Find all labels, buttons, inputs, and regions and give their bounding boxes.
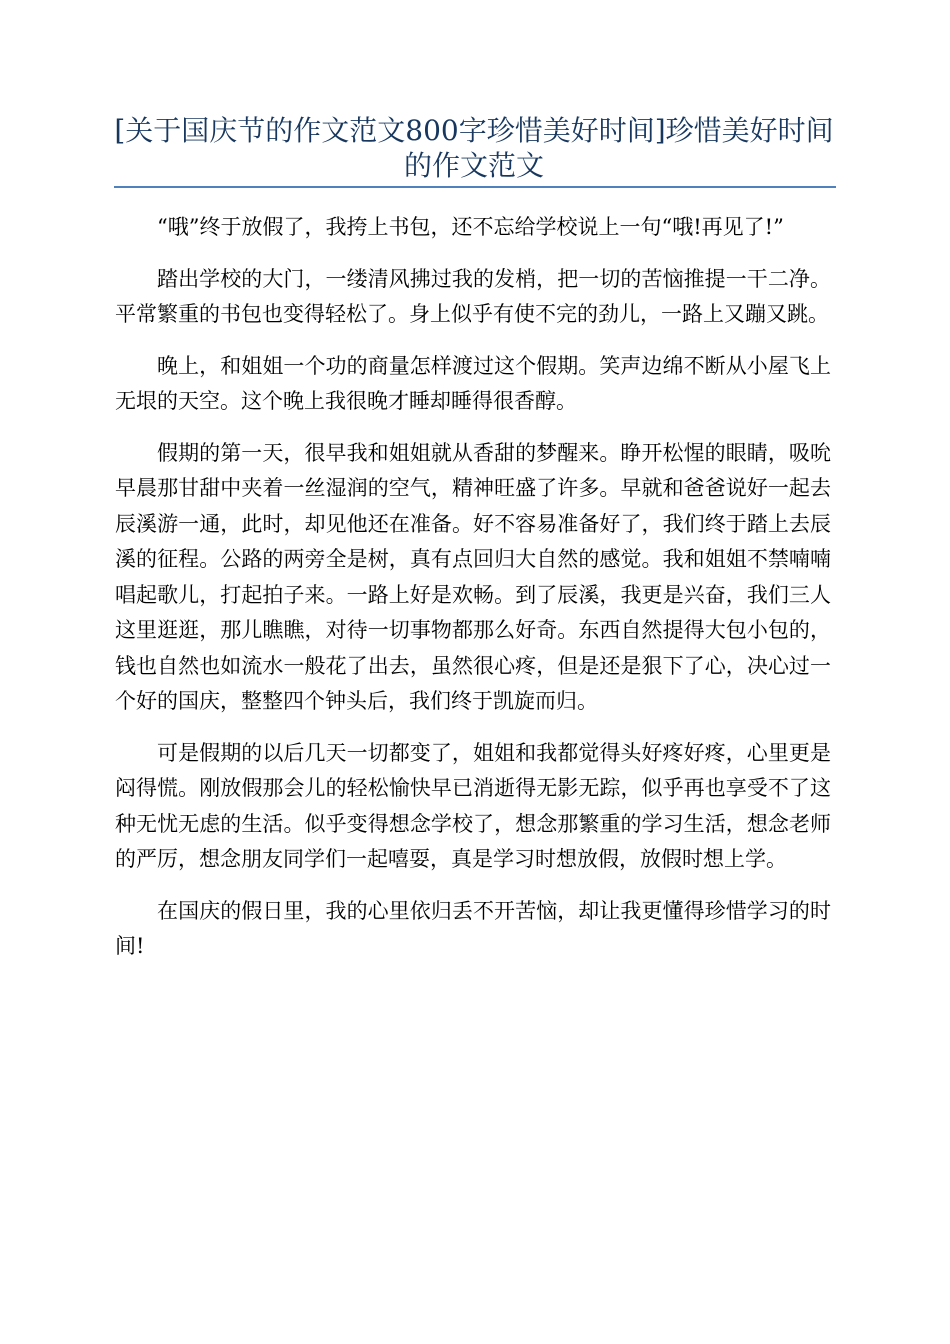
paragraph-1: “哦”终于放假了，我挎上书包，还不忘给学校说上一句“哦!再见了!” — [157, 215, 784, 239]
paragraph-2: 踏出学校的大门，一缕清风拂过我的发梢，把一切的苦恼推提一干二净。平常繁重的书包也变得轻松了。身上似乎有使不完的劲儿，一路上又蹦又跳。 — [115, 266, 831, 326]
paragraph-3: 晚上，和姐姐一个功的商量怎样渡过这个假期。笑声边绵不断从小屋飞上无垠的天空。这个晚上我很晚才睡却睡得很香醇。 — [115, 353, 831, 413]
paragraph-5: 可是假期的以后几天一切都变了，姐姐和我都觉得头好疼好疼，心里更是闷得慌。刚放假那会儿的轻松愉快早已消逝得无影无踪，似乎再也享受不了这种无忧无虑的生活。似乎变得想念学校了，想念那繁重的学习生活，想念老师的严厉，想念朋友同学们一起嘻耍，真是学习时想放假，放假时想上学。 — [115, 740, 831, 871]
document-body — [115, 210, 831, 981]
document-title: [关于国庆节的作文范文800字珍惜美好时间]珍惜美好时间的作文范文 — [114, 114, 834, 182]
paragraph-4: 假期的第一天，很早我和姐姐就从香甜的梦醒来。睁开松惺的眼睛，吸吮早晨那甘甜中夹着一丝湿润的空气，精神旺盛了许多。早就和爸爸说好一起去辰溪游一通，此时，却见他还在准备。好不容易准备好了，我们终于踏上去辰溪的征程。公路的两旁全是树，真有点回归大自然的感觉。我和姐姐不禁喃喃唱起歌儿，打起拍子来。一路上好是欢畅。到了辰溪，我更是兴奋，我们三人这里逛逛，那儿瞧瞧，对待一切事物都那么好奇。东西自然提得大包小包的，钱也自然也如流水一般花了出去，虽然很心疼，但是还是狠下了心，决心过一个好的国庆，整整四个钟头后，我们终于凯旋而归。 — [115, 440, 831, 713]
title-underline — [114, 186, 836, 188]
paragraph-6: 在国庆的假日里，我的心里依归丢不开苦恼，却让我更懂得珍惜学习的时间! — [115, 898, 831, 958]
